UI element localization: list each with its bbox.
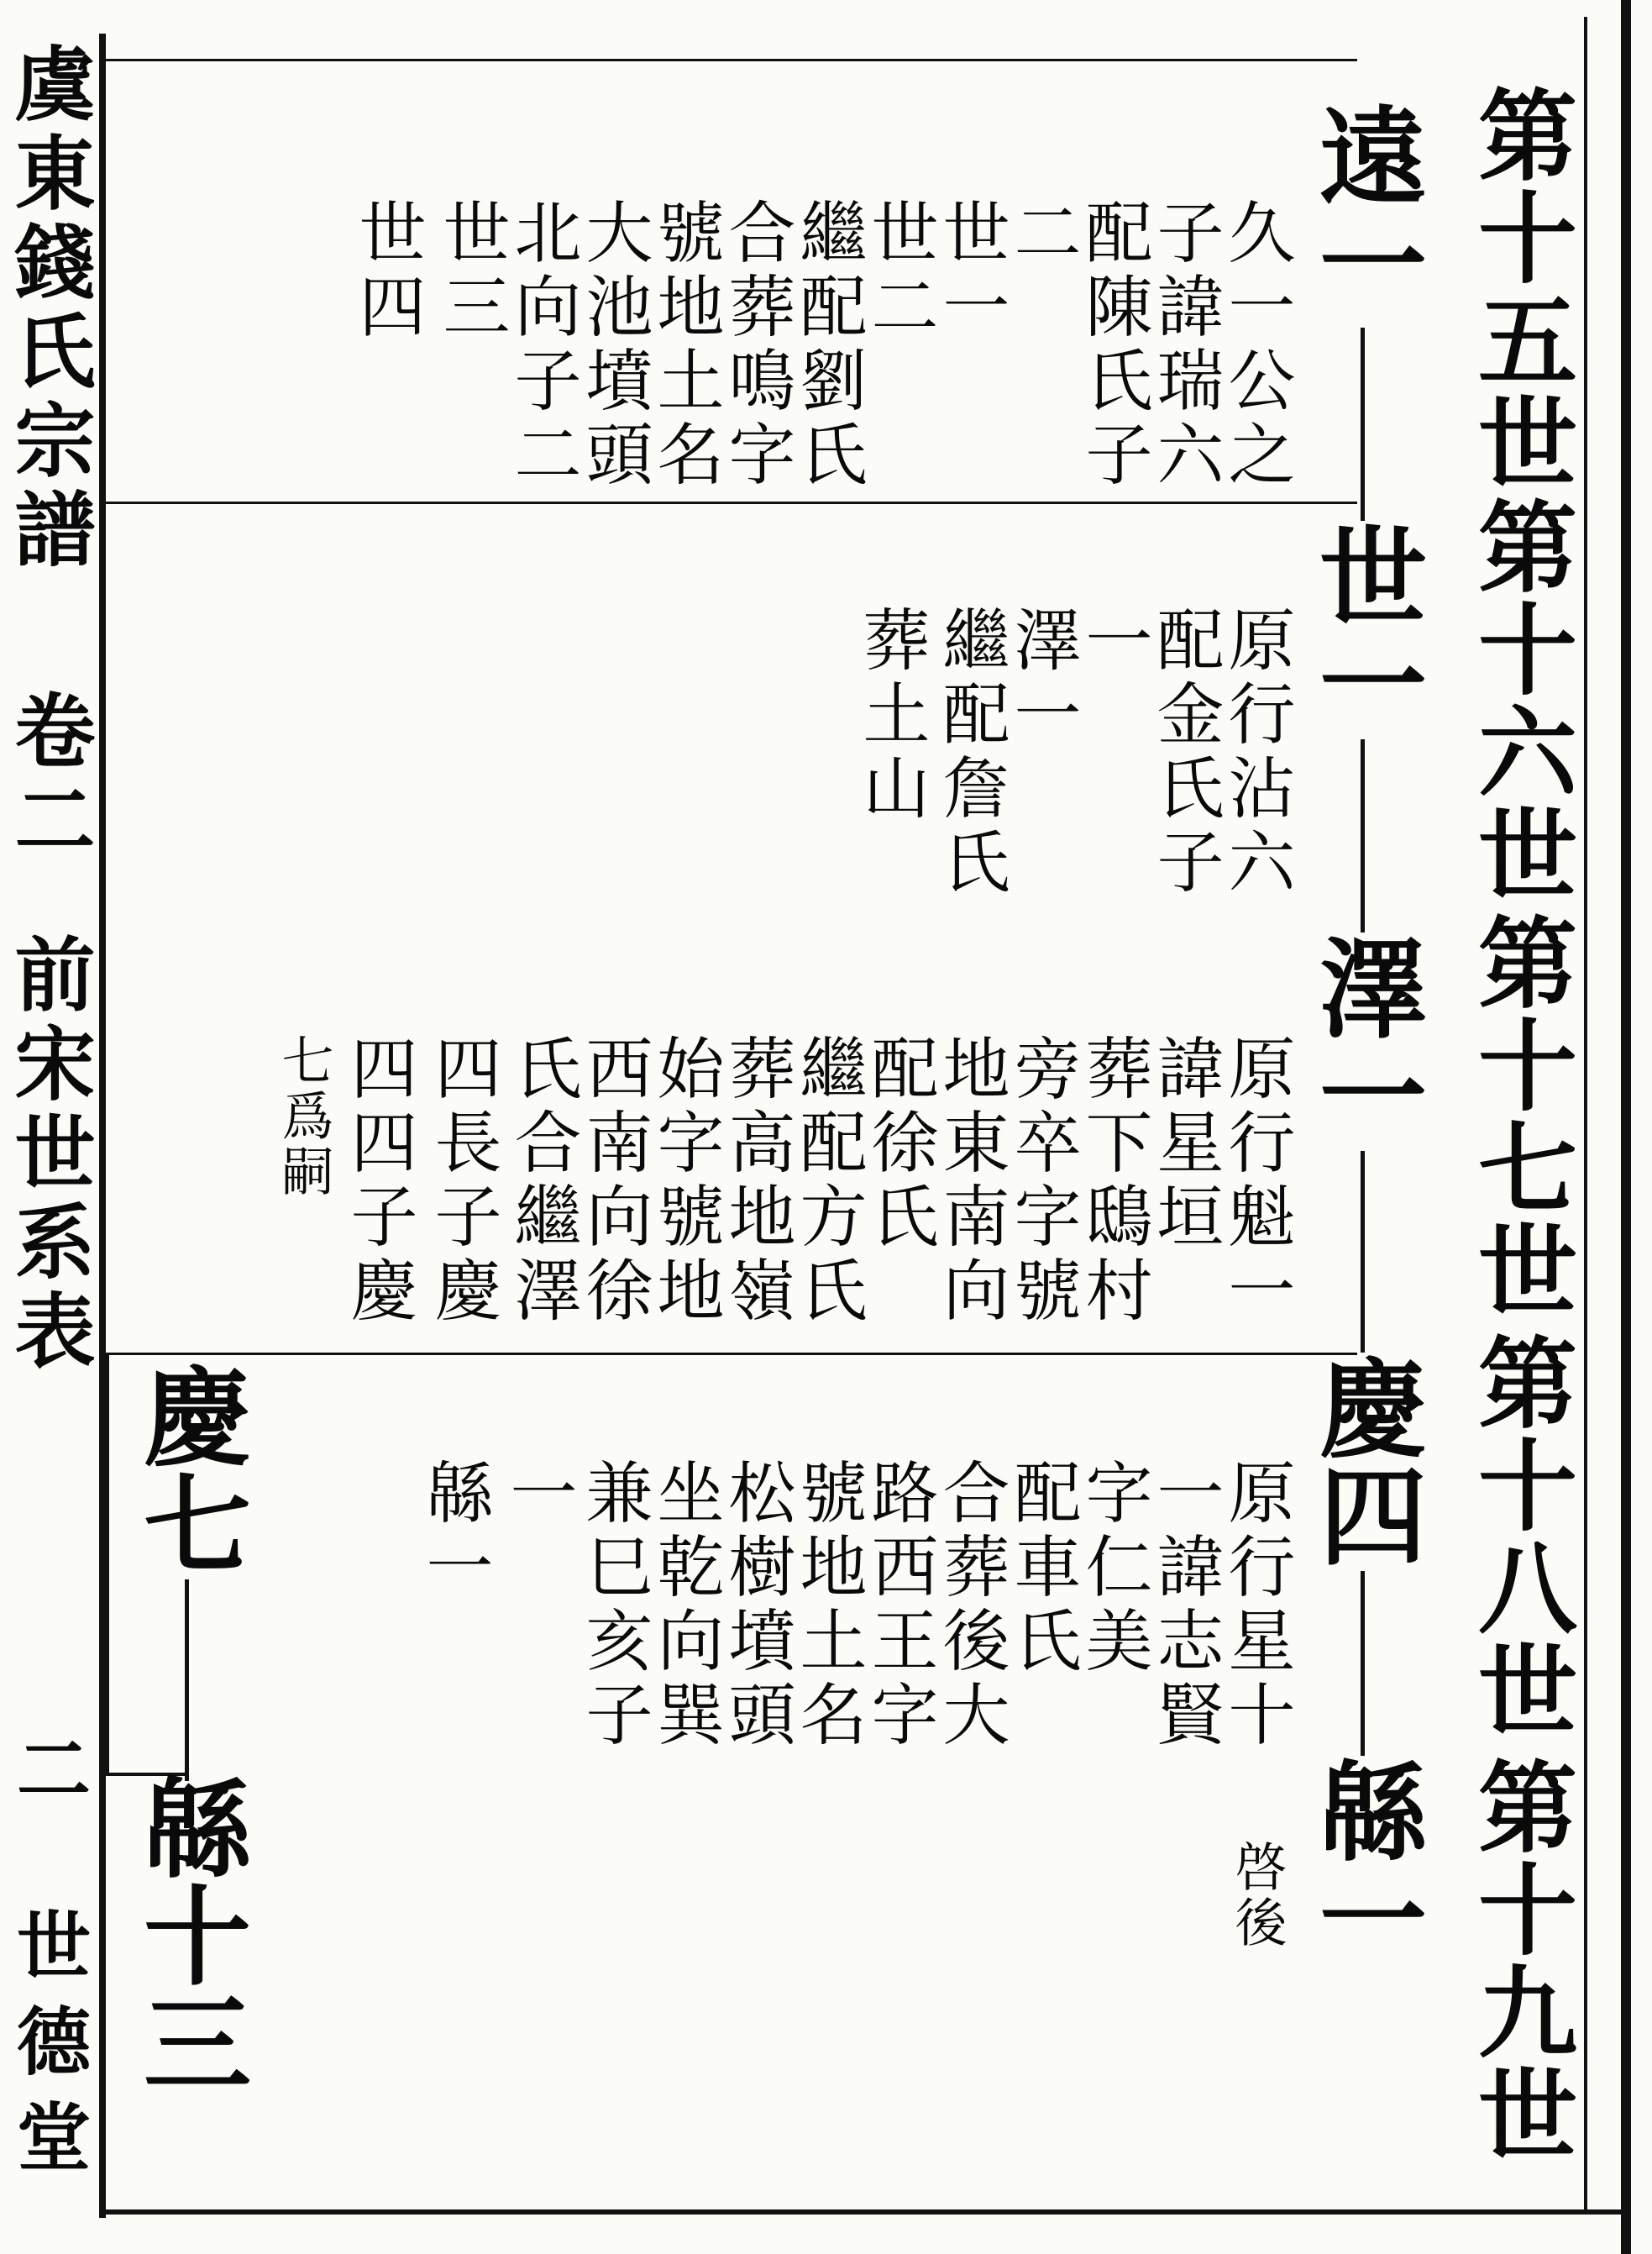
band3-note-14: 七爲嗣 [273,1033,334,1200]
person-qing-si: 慶四 [1301,1353,1427,1568]
branch-left-vertical [106,1355,109,1775]
band1-note-11: 北向子二 [503,197,581,493]
band1-note-12: 世三 [432,197,510,345]
band1-note-7: 繼配劉氏 [789,197,867,493]
band3-note-5: 地東南向 [931,1033,1010,1329]
person-mian-yi: 緜一 [1301,1756,1427,1971]
person-mian-shisan: 緜十三 [125,1773,251,2095]
band4-note-5: 合葬後大 [931,1458,1010,1753]
book-title: 虞東錢氏宗譜 [2,42,97,576]
band4-note-9: 坐乾向巽 [646,1458,724,1753]
band3-note-4: 旁卒字號 [1003,1033,1081,1329]
band4-note-2: 一諱志賢 [1146,1458,1224,1753]
frame-border-bottom [99,2209,1628,2215]
page-number: 二 [5,1731,92,1826]
band-top-left [106,59,1357,61]
band3-note-13: 四四子慶 [339,1033,417,1329]
generation-header-19: 第十九世 [1461,1756,1578,2166]
band4-small-note: 啓後 [1226,1840,1288,1951]
band-separator-3 [106,1353,1357,1355]
band3-note-6: 配徐氏 [860,1033,938,1255]
band4-note-1: 原行星十 [1217,1458,1295,1753]
band1-note-1: 久一公之 [1217,197,1295,493]
generation-header-17: 第十七世 [1461,912,1578,1321]
frame-border-left [99,34,106,2218]
person-shi-yi: 世一 [1301,521,1427,736]
band4-note-7: 號地土名 [789,1458,867,1753]
lineage-line-3 [1361,1151,1365,1353]
band2-note-5: 繼配詹氏 [931,605,1010,901]
lineage-line-5 [185,1579,189,1781]
band2-note-6: 葬土山 [852,605,930,827]
band2-note-2: 配金氏子 [1146,605,1224,901]
band4-note-10: 兼巳亥子 [574,1458,653,1753]
person-yuan-yi: 遠一 [1301,101,1427,316]
band3-note-10: 西南向徐 [574,1033,653,1329]
band2-note-4: 澤一 [1003,605,1081,753]
frame-border-right [1621,0,1631,2254]
generation-header-18: 第十八世 [1461,1332,1578,1742]
band4-note-12: 緜一 [415,1458,493,1605]
lineage-line-2 [1361,739,1365,933]
band3-note-9: 始字號地 [646,1033,724,1329]
band3-note-7: 繼配方氏 [789,1033,867,1329]
band1-note-5: 世一 [931,197,1010,345]
band2-note-3: 一 [1074,605,1152,679]
person-ze-yi: 澤一 [1301,933,1427,1148]
band1-note-2: 子諱瑞六 [1146,197,1224,493]
band4-note-3: 字仁美 [1074,1458,1152,1679]
band4-note-8: 松樹墳頭 [717,1458,795,1753]
lineage-line-1 [1361,328,1365,521]
band1-note-8: 合葬鳴字 [717,197,795,493]
band3-note-11: 氏合繼澤 [503,1033,581,1329]
band1-note-10: 大池墳頭 [574,197,653,493]
band1-note-4: 二 [1003,197,1081,271]
band3-note-12: 四長子慶 [423,1033,501,1329]
band-separator-1 [106,502,1357,504]
band4-note-4: 配車氏 [1003,1458,1081,1679]
person-qing-qi: 慶七 [125,1361,251,1576]
band1-note-13: 世四 [348,197,426,345]
band3-note-3: 葬下鴟村 [1074,1033,1152,1329]
band1-note-9: 號地土名 [646,197,724,493]
hall-name: 世德堂 [5,1907,92,2194]
band3-note-2: 諱星垣 [1146,1033,1224,1255]
section-label: 前宋世系表 [2,933,97,1378]
band4-note-11: 一 [499,1458,577,1532]
band4-note-6: 路西王字 [860,1458,938,1753]
frame-inner-right [1584,17,1587,2209]
band1-note-6: 世二 [860,197,938,345]
band2-note-1: 原行沾六 [1217,605,1295,901]
generation-header-15: 第十五世 [1461,84,1578,494]
band1-note-3: 配陳氏子 [1074,197,1152,493]
lineage-line-4 [1361,1571,1365,1756]
band3-note-8: 葬高地嶺 [717,1033,795,1329]
generation-header-16: 第十六世 [1461,496,1578,906]
volume-label: 卷二 [2,689,97,867]
band3-note-1: 原行魁一 [1217,1033,1295,1329]
